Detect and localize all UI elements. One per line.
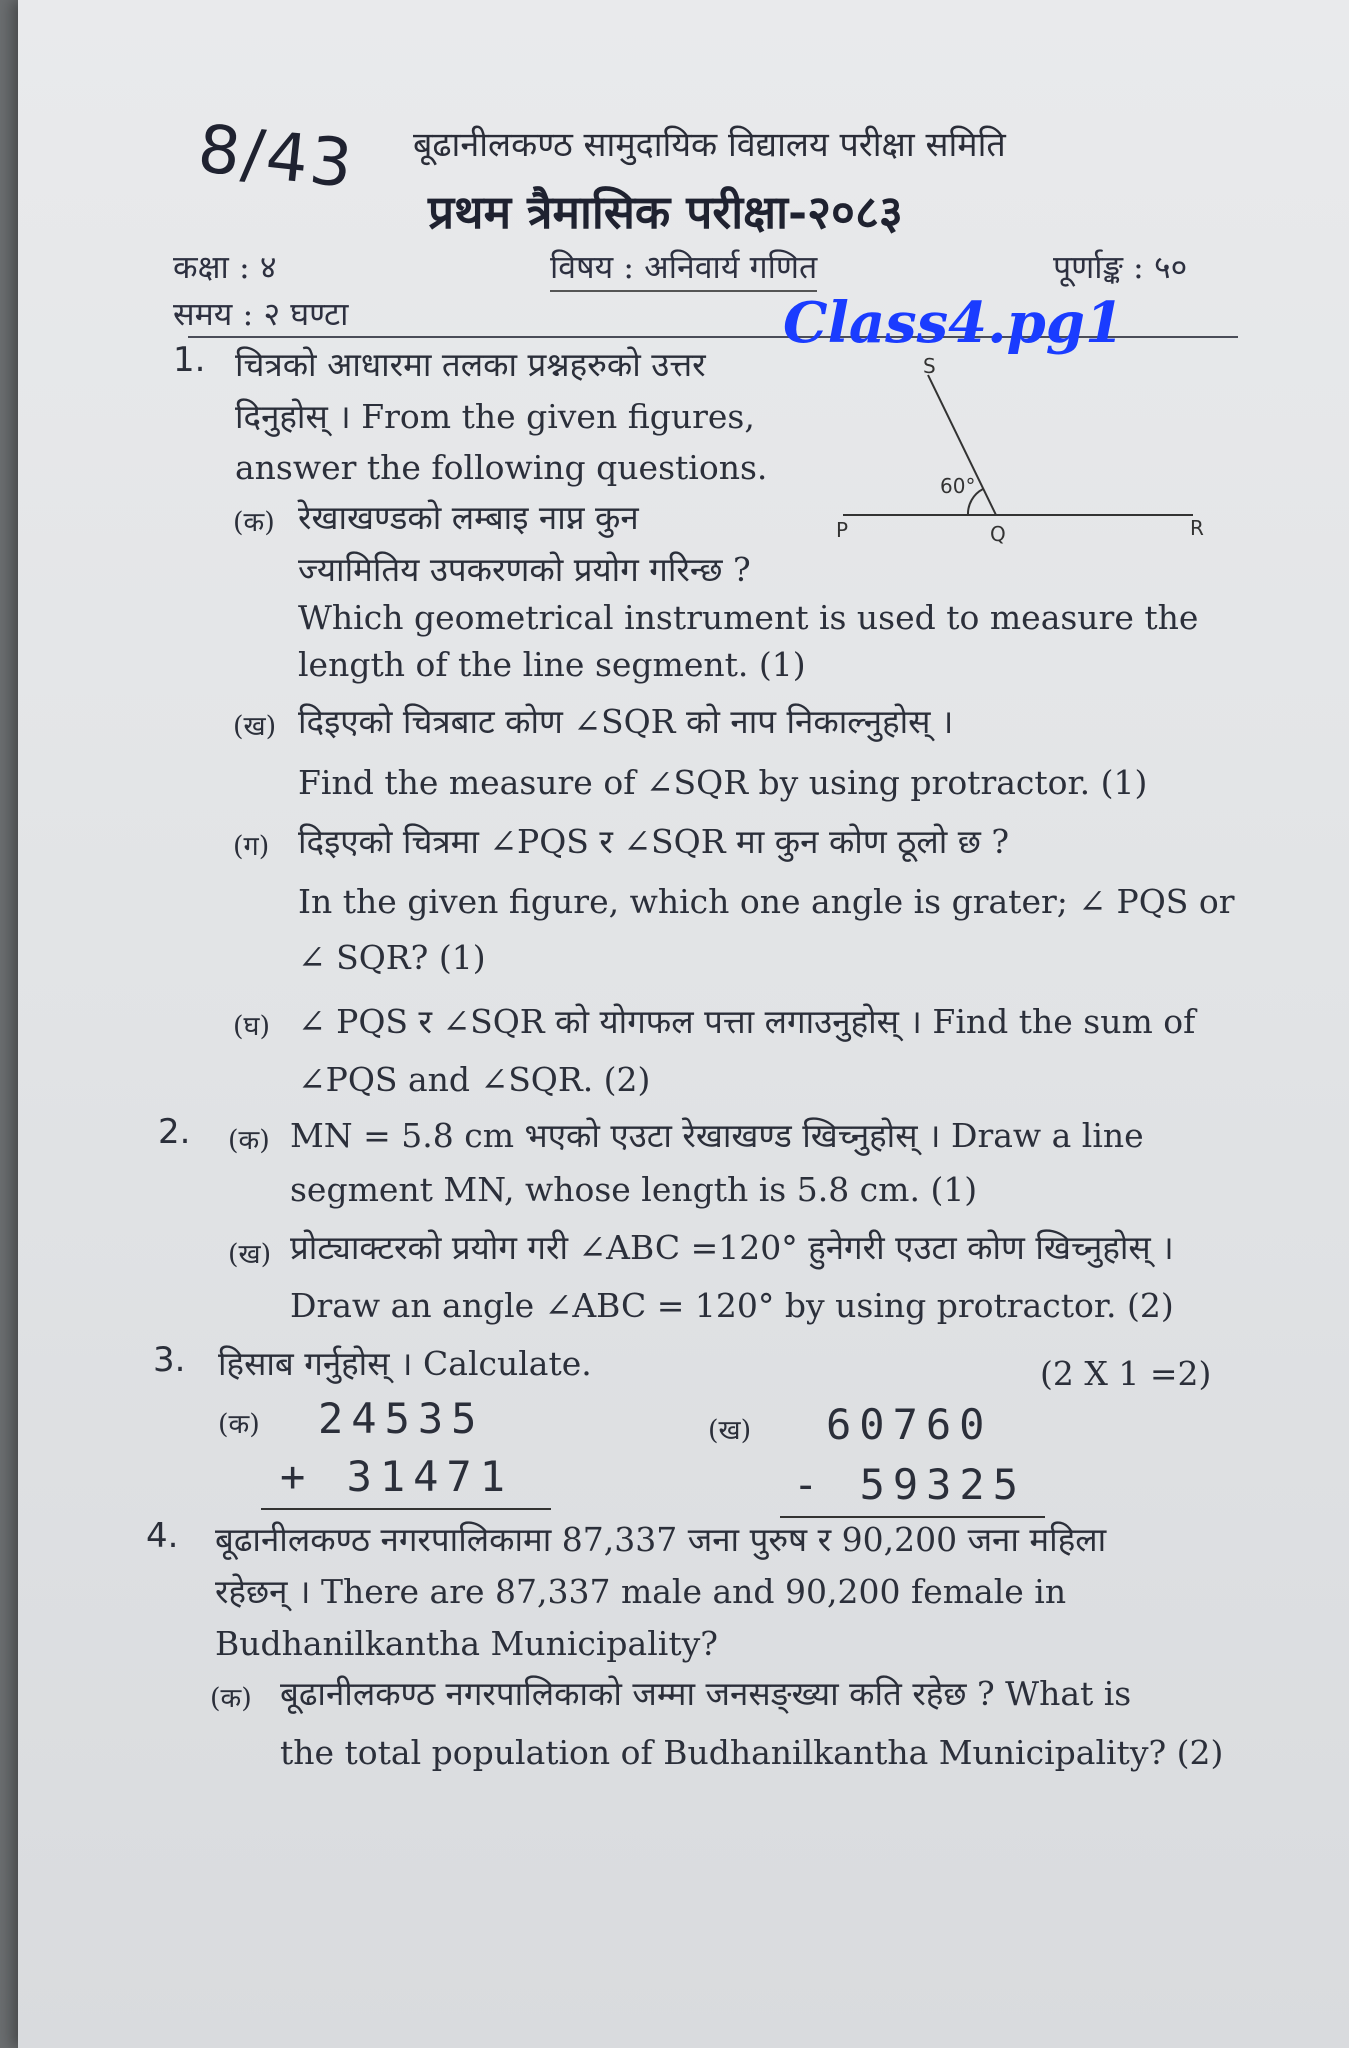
- q1a-line: रेखाखण्डको लम्बाइ नाप्न कुन: [298, 498, 639, 537]
- q1d-line: ∠ PQS र ∠SQR को योगफल पत्ता लगाउनुहोस् । Find the sum of: [298, 1002, 1196, 1041]
- class-label: कक्षा : ४: [173, 248, 277, 286]
- q4a-line: the total population of Budhanilkantha Municipality? (2): [280, 1733, 1224, 1772]
- q1-intro-line: दिनुहोस् । From the given figures,: [235, 397, 755, 436]
- q2a-line: segment MN, whose length is 5.8 cm. (1): [290, 1170, 978, 1209]
- exam-title: प्रथम त्रैमासिक परीक्षा-२०८३: [428, 185, 903, 239]
- angle-label: 60°: [940, 474, 976, 498]
- q1d-marker: (घ): [233, 1011, 271, 1042]
- q1c-line: ∠ SQR? (1): [298, 938, 486, 977]
- q1a-line: length of the line segment. (1): [298, 645, 806, 684]
- q1c-marker: (ग): [233, 831, 270, 862]
- q4a-marker: (क): [210, 1683, 252, 1714]
- q2b-marker: (ख): [228, 1239, 272, 1270]
- q2a-marker: (क): [228, 1125, 270, 1156]
- q1-intro-line: चित्रको आधारमा तलका प्रश्नहरुको उत्तर: [235, 345, 706, 384]
- q1-number: 1.: [173, 340, 206, 380]
- q3-marks: (2 X 1 =2): [1040, 1354, 1212, 1393]
- q3a-marker: (क): [218, 1409, 260, 1440]
- q1a-line: Which geometrical instrument is used to measure the: [298, 598, 1199, 637]
- time-label: समय : २ घण्टा: [173, 295, 349, 333]
- q3b-marker: (ख): [708, 1415, 752, 1446]
- label-s: S: [923, 355, 936, 378]
- label-p: P: [836, 518, 849, 542]
- q1b-line: दिइएको चित्रबाट कोण ∠SQR को नाप निकाल्नुहोस् ।: [298, 702, 954, 741]
- label-r: R: [1190, 516, 1204, 540]
- q1a-marker: (क): [233, 507, 275, 538]
- q1b-marker: (ख): [233, 711, 277, 742]
- q1-intro-line: answer the following questions.: [235, 448, 768, 487]
- label-q: Q: [990, 522, 1006, 546]
- q4-number: 4.: [146, 1516, 179, 1556]
- q2b-line: प्रोट्याक्टरको प्रयोग गरी ∠ABC =120° हुनेगरी एउटा कोण खिच्नुहोस् ।: [290, 1228, 1174, 1267]
- q4-line: रहेछन् । There are 87,337 male and 90,200 female in: [215, 1572, 1067, 1611]
- q4a-line: बूढानीलकण्ठ नगरपालिकाको जम्मा जनसङ्ख्या कति रहेछ ? What is: [280, 1674, 1132, 1713]
- q3a-bottom-number: + 31471: [280, 1452, 514, 1501]
- q4-line: बूढानीलकण्ठ नगरपालिकामा 87,337 जना पुरुष र 90,200 जना महिला: [215, 1520, 1107, 1559]
- q3a-answer-line: [261, 1508, 551, 1510]
- q3-instruction: हिसाब गर्नुहोस् । Calculate.: [218, 1344, 592, 1383]
- angle-figure: [818, 355, 1218, 555]
- q3b-answer-line: [780, 1516, 1045, 1518]
- handwritten-page-mark: 8/43: [194, 110, 358, 203]
- q1c-line: दिइएको चित्रमा ∠PQS र ∠SQR मा कुन कोण ठूलो छ ?: [298, 822, 1010, 861]
- q2a-line: MN = 5.8 cm भएको एउटा रेखाखण्ड खिच्नुहोस् । Draw a line: [290, 1116, 1144, 1155]
- q3b-top-number: 60760: [826, 1400, 993, 1449]
- exam-paper: [18, 0, 1349, 2048]
- q1b-line: Find the measure of ∠SQR by using protractor. (1): [298, 763, 1148, 802]
- q2-number: 2.: [158, 1112, 191, 1152]
- subject-label: विषय : अनिवार्य गणित: [550, 245, 817, 292]
- q3b-bottom-number: - 59325: [793, 1460, 1027, 1509]
- q3a-top-number: 24535: [318, 1394, 485, 1443]
- full-marks-label: पूर्णाङ्क : ५०: [1053, 248, 1188, 286]
- q1c-line: In the given figure, which one angle is grater; ∠ PQS or: [298, 882, 1235, 921]
- q1a-line: ज्यामितिय उपकरणको प्रयोग गरिन्छ ?: [298, 550, 751, 589]
- q3-number: 3.: [153, 1340, 186, 1380]
- q2b-line: Draw an angle ∠ABC = 120° by using protractor. (2): [290, 1286, 1174, 1325]
- q4-line: Budhanilkantha Municipality?: [215, 1624, 718, 1663]
- q1d-line: ∠PQS and ∠SQR. (2): [298, 1060, 651, 1099]
- exam-committee: बूढानीलकण्ठ सामुदायिक विद्यालय परीक्षा समिति: [413, 125, 1006, 165]
- watermark: Class4.pg1: [783, 290, 1124, 356]
